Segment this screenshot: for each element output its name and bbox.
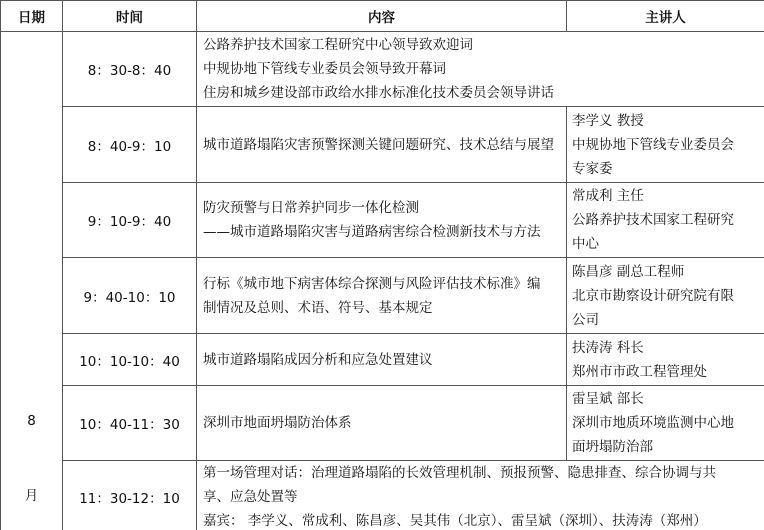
time-cell: 10：10-10：40	[63, 334, 197, 386]
content-line: 制情况及总则、术语、符号、基本规定	[203, 299, 433, 316]
content-line: ——城市道路塌陷灾害与道路病害综合检测新技术与方法	[203, 224, 541, 240]
content-line: 城市道路塌陷成因分析和应急处置建议	[203, 351, 433, 368]
speaker-cell	[567, 107, 764, 183]
table-row	[1, 107, 764, 183]
speaker-cell	[567, 386, 764, 461]
speaker-cell	[567, 258, 764, 334]
table-row	[1, 386, 764, 461]
speaker-line: 李学义 教授	[572, 112, 644, 129]
header-date: 日期	[1, 1, 63, 32]
speaker-line: 雷呈斌 部长	[572, 391, 644, 407]
table-row	[1, 334, 764, 386]
speaker-line: 常成利 主任	[572, 188, 644, 204]
time-cell: 8：30-8：40	[63, 32, 197, 107]
date-month-number: 8	[27, 413, 36, 429]
speaker-line: 公路养护技术国家工程研究	[572, 212, 734, 228]
table-row	[1, 32, 764, 107]
header-speaker: 主讲人	[567, 1, 764, 32]
content-line: 行标《城市地下病害体综合探测与风险评估技术标准》编	[203, 275, 541, 292]
time-cell: 9：40-10：10	[63, 258, 197, 334]
speaker-cell	[567, 334, 764, 386]
content-line: 城市道路塌陷灾害预警探测关键问题研究、技术总结与展望	[203, 136, 554, 153]
content-line: 公路养护技术国家工程研究中心领导致欢迎词	[203, 37, 473, 53]
time-cell: 8：40-9：10	[63, 107, 197, 183]
speaker-line: 面坍塌防治部	[572, 439, 653, 455]
content-cell	[197, 334, 567, 386]
content-line: 中规协地下管线专业委员会领导致开幕词	[203, 61, 446, 77]
content-cell	[197, 32, 764, 107]
table-row	[1, 461, 764, 530]
speaker-cell	[567, 183, 764, 258]
header-time: 时间	[63, 1, 197, 32]
content-cell	[197, 107, 567, 183]
content-line: 防灾预警与日常养护同步一体化检测	[203, 200, 419, 216]
content-cell	[197, 386, 567, 461]
time-cell: 11：30-12：10	[63, 461, 197, 530]
speaker-line: 北京市勘察设计研究院有限	[572, 287, 734, 304]
date-cell	[1, 32, 63, 530]
speaker-line: 郑州市市政工程管理处	[572, 363, 707, 380]
content-line: 深圳市地面坍塌防治体系	[203, 415, 352, 431]
time-cell: 10：40-11：30	[63, 386, 197, 461]
speaker-line: 陈昌彦 副总工程师	[572, 263, 685, 280]
speaker-line: 专家委	[572, 160, 613, 177]
content-line: 享、应急处置等	[203, 489, 298, 505]
table-row	[1, 183, 764, 258]
header-row	[1, 1, 764, 32]
content-line: 嘉宾： 李学义、常成利、陈昌彦、吴其伟（北京）、雷呈斌（深圳）、扶涛涛（郑州）	[203, 513, 707, 529]
content-cell	[197, 183, 567, 258]
content-cell	[197, 258, 567, 334]
speaker-line: 扶涛涛 科长	[572, 339, 644, 356]
speaker-line: 中规协地下管线专业委员会	[572, 136, 734, 153]
content-cell	[197, 461, 764, 530]
time-cell: 9：10-9：40	[63, 183, 197, 258]
table-row	[1, 258, 764, 334]
content-line: 第一场管理对话：治理道路塌陷的长效管理机制、预报预警、隐患排查、综合协调与共	[203, 465, 716, 481]
speaker-line: 中心	[572, 236, 599, 252]
header-content: 内容	[197, 1, 567, 32]
speaker-line: 深圳市地质环境监测中心地	[572, 415, 734, 431]
date-month-char: 月	[24, 488, 39, 504]
content-line: 住房和城乡建设部市政给水排水标准化技术委员会领导讲话	[203, 85, 554, 101]
speaker-line: 公司	[572, 311, 599, 328]
